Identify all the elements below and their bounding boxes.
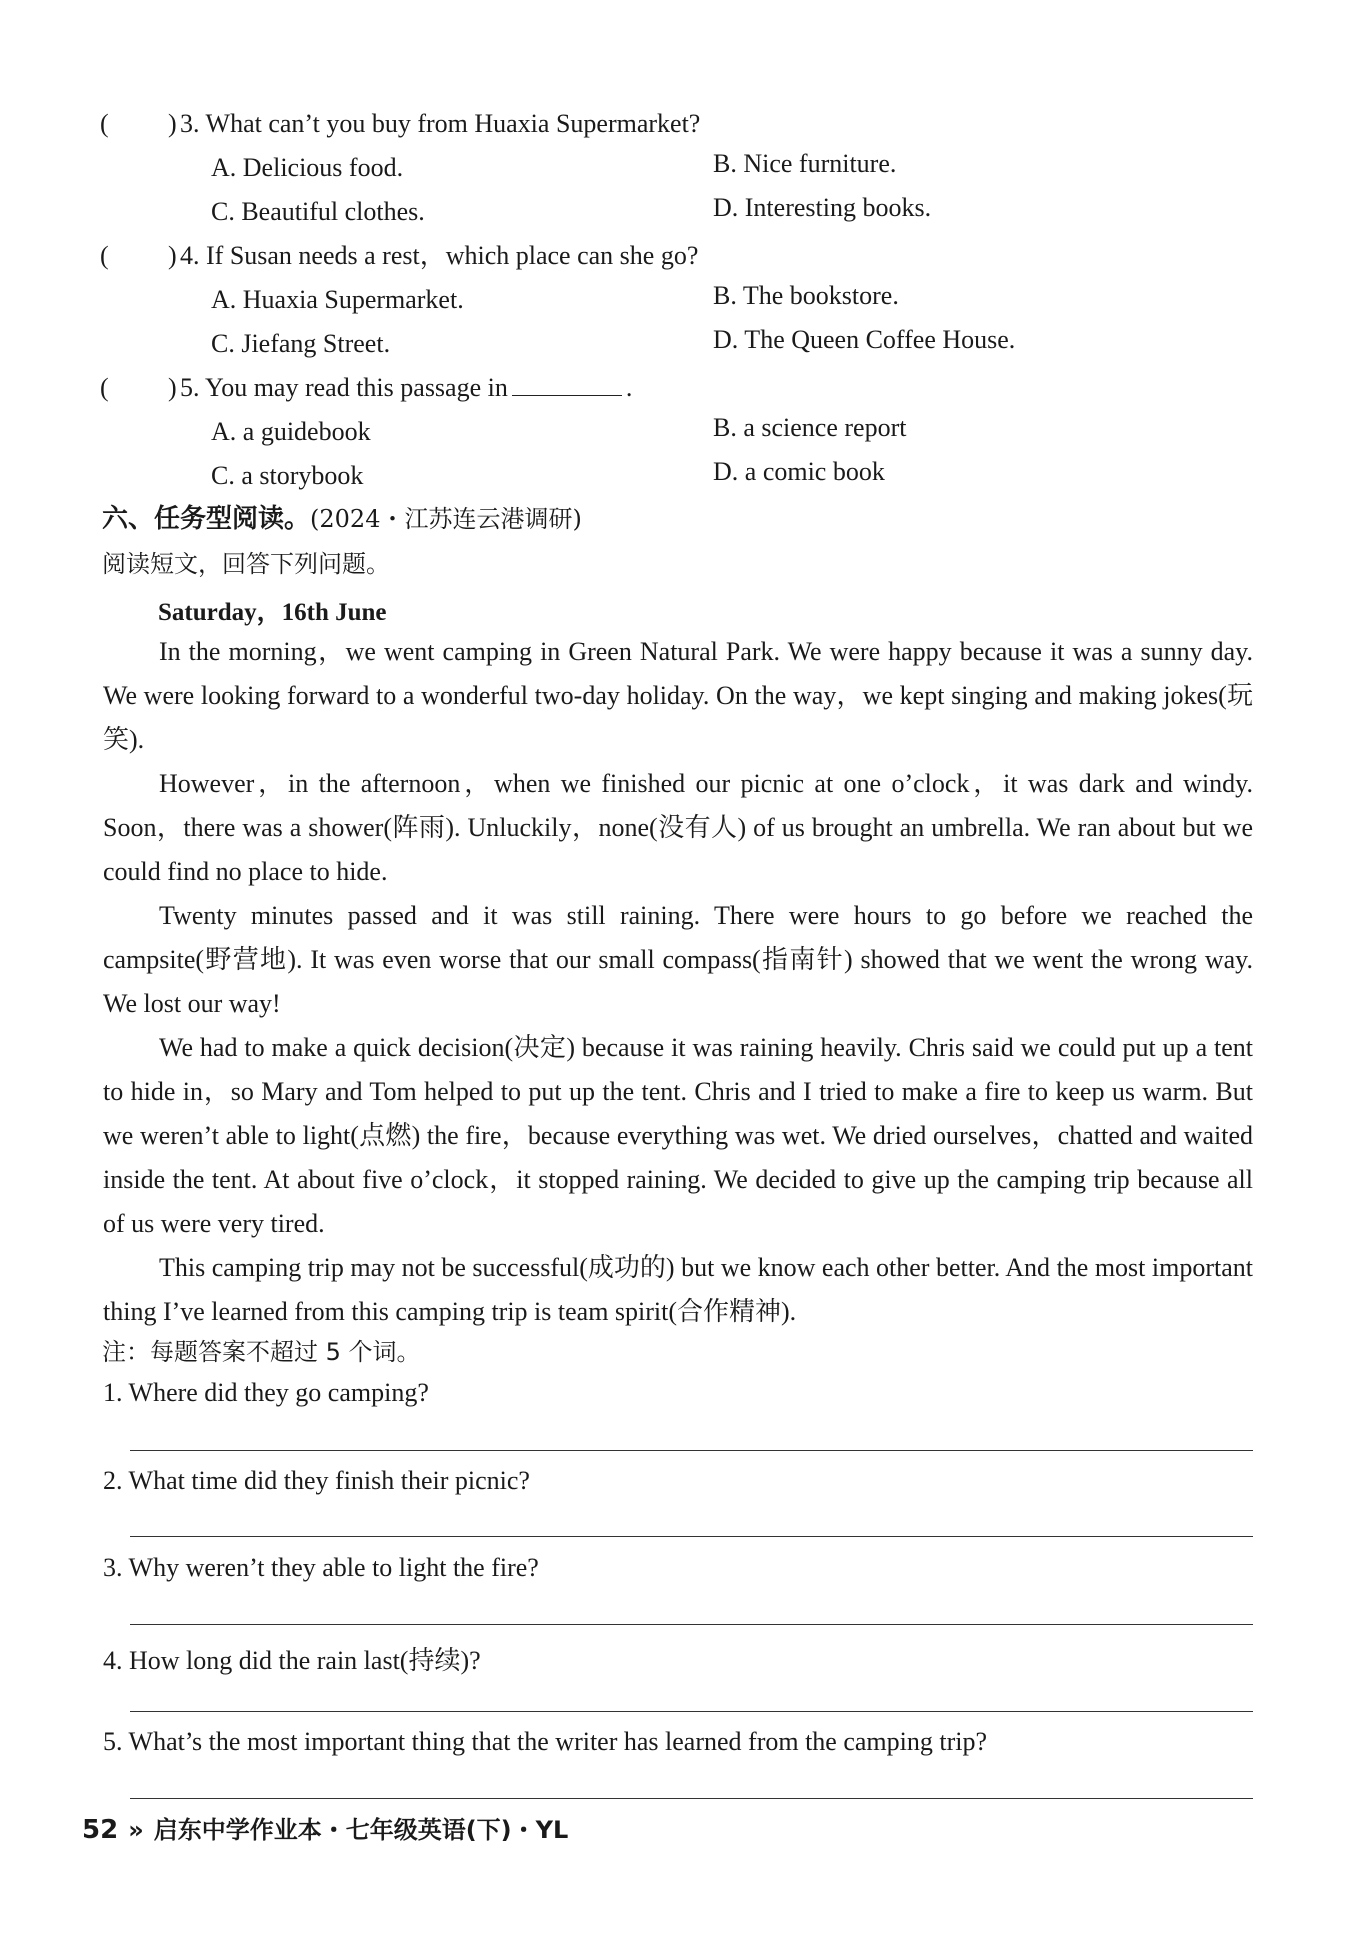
short-answer-question-4: 4. How long did the rain last(持续)?	[103, 1646, 481, 1675]
option-c: C. Beautiful clothes.	[211, 197, 425, 226]
answer-paren-open: (	[100, 241, 109, 270]
answer-line-5[interactable]	[130, 1798, 1253, 1799]
passage-paragraph-2: However，in the afternoon，when we finished our picnic at one o’clock，it was dark and windy. Soon，there was a shower(阵雨). Unluckily，none(没有人) of us brought an umbrella. We ran about but we could find no place to hide.	[103, 769, 1253, 886]
option-d: D. a comic book	[713, 457, 885, 486]
option-a: A. a guidebook	[211, 417, 371, 446]
passage-paragraph-1: In the morning，we went camping in Green Natural Park. We were happy because it was a sunny day. We were looking forward to a wonderful two-day holiday. On the way，we kept singing and making jokes(玩笑).	[103, 637, 1253, 754]
book-title: 启东中学作业本・七年级英语(下)・YL	[153, 1816, 569, 1844]
answer-paren-open: (	[100, 373, 109, 402]
passage-paragraph-5: This camping trip may not be successful(成功的) but we know each other better. And the most important thing I’ve learned from this camping trip is team spirit(合作精神).	[103, 1253, 1253, 1326]
question-stem-end: .	[625, 373, 633, 402]
option-b: B. a science report	[713, 413, 907, 442]
option-a: A. Delicious food.	[211, 153, 404, 182]
option-c: C. Jiefang Street.	[211, 329, 391, 358]
answer-line-3[interactable]	[130, 1624, 1253, 1625]
section-heading	[102, 502, 582, 536]
short-answer-question-2: 2. What time did they finish their picnic?	[103, 1466, 530, 1495]
question-stem	[180, 372, 632, 404]
answer-line-2[interactable]	[130, 1536, 1253, 1537]
answer-line-4[interactable]	[130, 1711, 1253, 1712]
answer-paren-close: )	[168, 373, 177, 402]
passage-paragraph-3: Twenty minutes passed and it was still raining. There were hours to go before we reached the campsite(野营地). It was even worse that our small compass(指南针) showed that we went the wrong way. We lost our way!	[103, 901, 1253, 1018]
short-answer-question-1: 1. Where did they go camping?	[103, 1378, 429, 1407]
option-a: A. Huaxia Supermarket.	[211, 285, 464, 314]
option-d: D. Interesting books.	[713, 193, 932, 222]
question-stem: 3. What can’t you buy from Huaxia Supermarket?	[180, 109, 701, 138]
page-number: 52	[82, 1815, 119, 1845]
option-b: B. Nice furniture.	[713, 149, 897, 178]
double-chevron-icon: »	[128, 1816, 144, 1844]
section-source: (2024・江苏连云港调研)	[310, 505, 582, 533]
diary-date: Saturday，16th June	[158, 599, 387, 626]
section-title: 六、任务型阅读。	[102, 504, 311, 534]
answer-paren-close: )	[168, 241, 177, 270]
short-answer-question-3: 3. Why weren’t they able to light the fire?	[103, 1553, 539, 1582]
option-c: C. a storybook	[211, 461, 364, 490]
question-stem-text: 5. You may read this passage in	[180, 373, 508, 402]
answer-note: 注：每题答案不超过 5 个词。	[102, 1338, 421, 1366]
question-stem: 4. If Susan needs a rest，which place can she go?	[180, 241, 699, 270]
answer-paren-open: (	[100, 109, 109, 138]
passage-paragraph-4: We had to make a quick decision(决定) because it was raining heavily. Chris said we could put up a tent to hide in，so Mary and Tom helped to put up the tent. Chris and I tried to make a fire to keep us warm. But we weren’t able to light(点燃) the fire，because everything was wet. We dried ourselves，chatted and waited inside the tent. At about five o’clock，it stopped raining. We decided to give up the camping trip because all of us were very tired.	[103, 1033, 1253, 1238]
option-b: B. The bookstore.	[713, 281, 899, 310]
fill-in-blank	[512, 373, 622, 396]
option-d: D. The Queen Coffee House.	[713, 325, 1016, 354]
short-answer-question-5: 5. What’s the most important thing that the writer has learned from the camping trip?	[103, 1727, 988, 1756]
answer-line-1[interactable]	[130, 1450, 1253, 1451]
page-footer	[82, 1810, 568, 1845]
section-instruction: 阅读短文，回答下列问题。	[102, 550, 390, 578]
answer-paren-close: )	[168, 109, 177, 138]
